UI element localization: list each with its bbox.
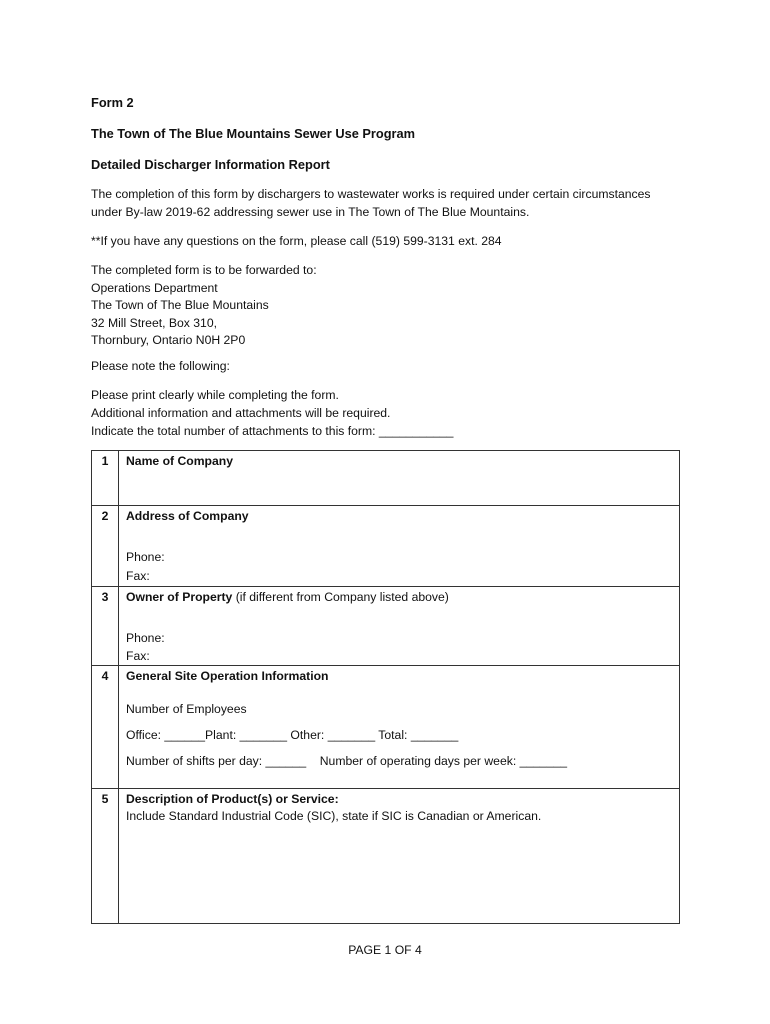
row-number: 5	[101, 792, 109, 806]
row-number: 3	[101, 590, 109, 604]
site-operation-field[interactable]	[119, 666, 680, 789]
product-description-field[interactable]	[119, 789, 680, 924]
intro-line-1: The completion of this form by dischargers to wastewater works is required under certain circumstances	[91, 187, 651, 201]
table-row	[92, 506, 680, 587]
property-owner-field[interactable]	[119, 587, 680, 666]
phone-label: Phone:	[126, 550, 165, 564]
employees-label: Number of Employees	[126, 702, 247, 716]
row-label-note: (if different from Company listed above)	[232, 590, 449, 604]
address-line-2: The Town of The Blue Mountains	[91, 298, 269, 312]
form-number: Form 2	[91, 95, 134, 110]
questions-note: **If you have any questions on the form, please call (519) 599-3131 ext. 284	[91, 234, 502, 248]
row-label: Description of Product(s) or Service:	[126, 792, 339, 806]
intro-line-2: under By-law 2019-62 addressing sewer use in The Town of The Blue Mountains.	[91, 205, 530, 219]
address-line-3: 32 Mill Street, Box 310,	[91, 316, 217, 330]
page-number: PAGE 1 OF 4	[348, 943, 422, 957]
note-line-1: Please print clearly while completing the form.	[91, 388, 339, 402]
phone-label: Phone:	[126, 631, 165, 645]
note-line-3: Indicate the total number of attachments to this form: ___________	[91, 424, 454, 438]
address-line-4: Thornbury, Ontario N0H 2P0	[91, 333, 246, 347]
forward-intro: The completed form is to be forwarded to:	[91, 263, 317, 277]
report-title: Detailed Discharger Information Report	[91, 157, 330, 172]
table-row	[92, 789, 680, 924]
row-number: 2	[101, 509, 109, 523]
row-number: 4	[101, 669, 109, 683]
table-row	[92, 666, 680, 789]
company-address-field[interactable]	[119, 506, 680, 587]
employees-breakdown: Office: ______Plant: _______ Other: _______ Total: _______	[126, 728, 459, 742]
row-label: Address of Company	[126, 509, 249, 523]
row-label: Name of Company	[126, 454, 233, 468]
row-detail: Include Standard Industrial Code (SIC), state if SIC is Canadian or American.	[126, 809, 542, 823]
program-title: The Town of The Blue Mountains Sewer Use Program	[91, 126, 415, 141]
information-table	[91, 450, 680, 924]
row-label: Owner of Property	[126, 590, 233, 604]
row-label: General Site Operation Information	[126, 669, 329, 683]
row-number: 1	[101, 454, 109, 468]
address-line-1: Operations Department	[91, 281, 218, 295]
company-name-field[interactable]	[119, 451, 680, 506]
fax-label: Fax:	[126, 649, 150, 663]
table-row	[92, 587, 680, 666]
notes-heading: Please note the following:	[91, 359, 230, 373]
fax-label: Fax:	[126, 569, 150, 583]
note-line-2: Additional information and attachments will be required.	[91, 406, 391, 420]
table-row	[92, 451, 680, 506]
shifts-line: Number of shifts per day: ______ Number of operating days per week: _______	[126, 754, 568, 768]
